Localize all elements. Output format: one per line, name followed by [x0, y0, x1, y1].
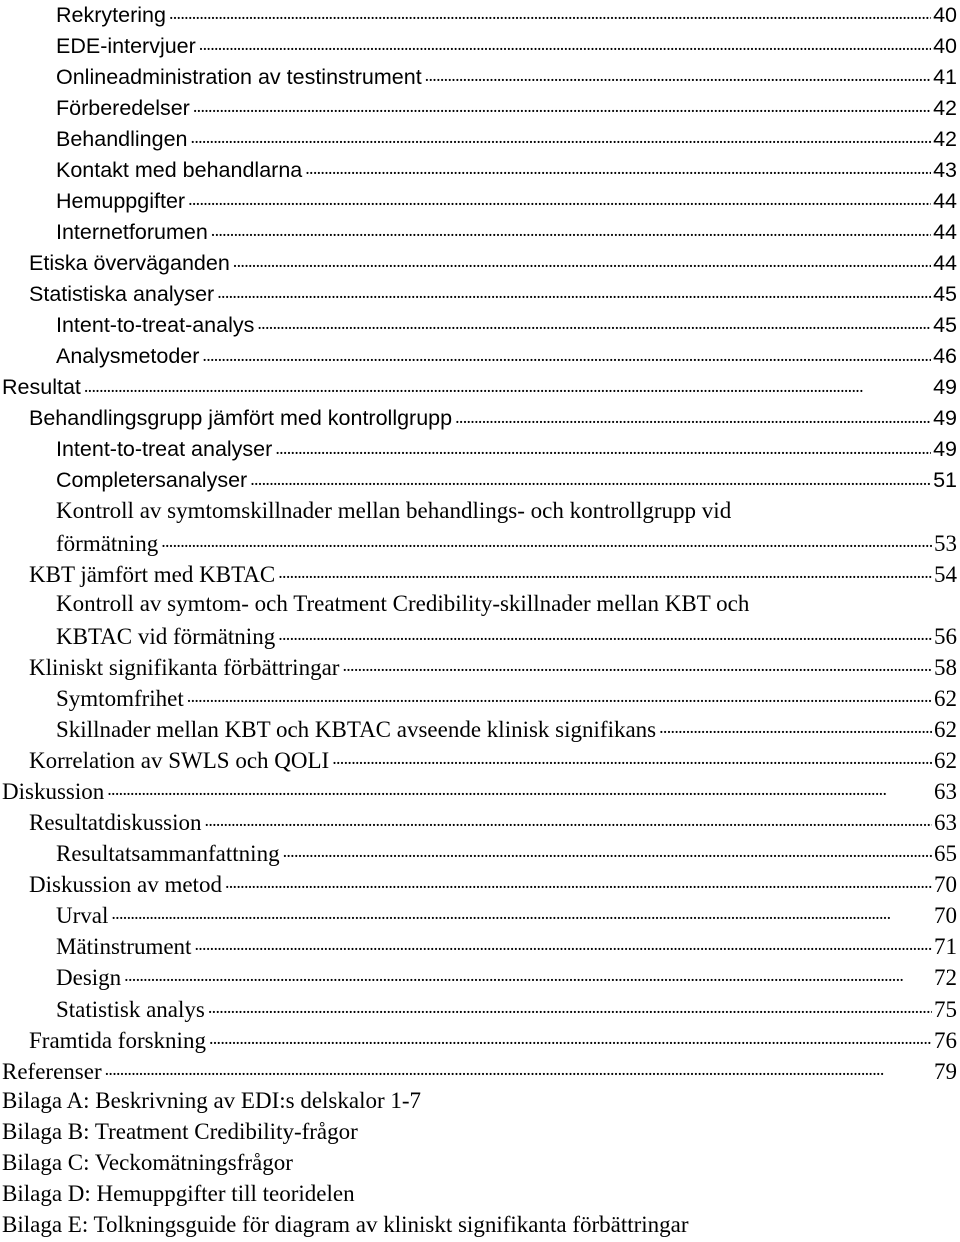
dot-leader — [105, 1056, 932, 1079]
toc-entry-page-number: 45 — [933, 312, 957, 337]
toc-entry[interactable] — [0, 155, 960, 186]
toc-entry-line — [29, 248, 957, 277]
dot-leader — [257, 310, 931, 332]
dot-leader — [233, 248, 931, 270]
dot-leader — [187, 683, 932, 706]
toc-entry-label: Kontakt med behandlarna — [56, 157, 303, 182]
toc-entry[interactable] — [0, 652, 960, 683]
toc-entry-line — [2, 1056, 957, 1085]
dot-leader — [202, 342, 931, 364]
toc-entry-line — [56, 714, 957, 743]
dot-leader — [161, 528, 932, 551]
toc-entry-line — [2, 1118, 358, 1145]
dot-leader — [193, 93, 931, 115]
toc-entry-line — [2, 1087, 421, 1114]
toc-entry-page-number: 44 — [933, 250, 957, 275]
dot-leader — [208, 994, 932, 1017]
toc-entry-label: Intent-to-treat analyser — [56, 437, 273, 462]
toc-entry-page-number: 46 — [933, 344, 957, 369]
toc-entry-label: Intent-to-treat-analys — [56, 312, 255, 337]
toc-entry[interactable] — [0, 714, 960, 745]
toc-entry-label: KBTAC vid förmätning — [56, 623, 276, 649]
toc-entry-page-number: 49 — [933, 375, 957, 400]
toc-entry-page-number: 62 — [934, 717, 957, 743]
toc-entry[interactable] — [0, 745, 960, 776]
toc-entry-page-number: 49 — [933, 406, 957, 431]
toc-entry-page-number: 40 — [933, 2, 957, 27]
toc-entry[interactable] — [0, 900, 960, 931]
toc-entry-line — [29, 745, 957, 774]
toc-entry-line — [56, 186, 957, 215]
toc-entry[interactable] — [0, 31, 960, 62]
toc-entry-label: Symtomfrihet — [56, 686, 184, 712]
dot-leader — [283, 838, 932, 861]
toc-entry-label: Analysmetoder — [56, 344, 200, 369]
dot-leader — [107, 776, 932, 799]
toc-entry-line — [56, 900, 957, 929]
toc-entry-line — [56, 31, 957, 60]
toc-entry-page-number: 51 — [933, 468, 957, 493]
toc-entry-label: Framtida forskning — [29, 1027, 206, 1053]
toc-entry[interactable] — [0, 776, 960, 807]
toc-entry-line — [56, 590, 749, 617]
toc-entry-line — [29, 559, 957, 588]
toc-entry[interactable] — [0, 1056, 960, 1087]
toc-entry-label: Bilaga B: Treatment Credibility-frågor — [2, 1118, 358, 1144]
dot-leader — [169, 0, 931, 22]
toc-entry-label: Statistiska analyser — [29, 281, 215, 306]
toc-entry-line — [2, 1149, 293, 1176]
toc-entry-label: förmätning — [56, 530, 159, 556]
toc-entry[interactable] — [0, 1180, 960, 1211]
toc-entry-label: Mätinstrument — [56, 934, 192, 960]
dot-leader — [211, 217, 931, 239]
toc-entry-page-number: 45 — [933, 281, 957, 306]
toc-entry-line — [29, 807, 957, 836]
toc-entry-page-number: 42 — [933, 95, 957, 120]
dot-leader — [305, 155, 931, 177]
toc-entry[interactable] — [0, 1149, 960, 1180]
toc-entry-line — [56, 217, 957, 246]
toc-entry-page-number: 79 — [934, 1058, 957, 1084]
toc-entry-line — [2, 1180, 355, 1207]
toc-entry-line — [56, 466, 957, 495]
dot-leader — [217, 279, 931, 301]
dot-leader — [205, 807, 932, 830]
dot-leader — [250, 466, 931, 488]
toc-entry-label: Bilaga E: Tolkningsguide för diagram av kliniskt signifikanta förbättringar — [2, 1211, 689, 1237]
toc-entry-label: Statistisk analys — [56, 996, 205, 1022]
toc-entry-page-number: 62 — [934, 748, 957, 774]
toc-entry[interactable] — [0, 994, 960, 1025]
toc-entry[interactable] — [0, 248, 960, 279]
toc-entry[interactable] — [0, 373, 960, 404]
toc-entry-label: Completersanalyser — [56, 468, 248, 493]
toc-entry-page-number: 75 — [934, 996, 957, 1022]
toc-entry-page-number: 71 — [934, 934, 957, 960]
toc-entry[interactable] — [0, 1211, 960, 1242]
toc-entry-page-number: 70 — [934, 903, 957, 929]
toc-entry[interactable] — [0, 466, 960, 497]
toc-entry-page-number: 44 — [933, 219, 957, 244]
dot-leader — [191, 124, 932, 146]
dot-leader — [455, 404, 931, 426]
dot-leader — [342, 652, 932, 675]
toc-entry-line — [56, 62, 957, 91]
toc-entry[interactable] — [0, 497, 960, 528]
toc-entry-line — [56, 310, 957, 339]
dot-leader — [659, 714, 932, 737]
toc-entry-line — [29, 279, 957, 308]
dot-leader — [111, 900, 932, 923]
toc-entry-label: Rekrytering — [56, 2, 166, 27]
toc-entry-line — [29, 1025, 957, 1054]
toc-entry-label: Resultat — [2, 375, 81, 400]
toc-entry[interactable] — [0, 683, 960, 714]
toc-entry[interactable] — [0, 310, 960, 341]
toc-entry[interactable] — [0, 807, 960, 838]
toc-entry-label: Bilaga C: Veckomätningsfrågor — [2, 1149, 293, 1175]
toc-entry-page-number: 62 — [934, 686, 957, 712]
toc-entry-page-number: 72 — [934, 965, 957, 991]
dot-leader — [225, 869, 932, 892]
toc-entry-label: Bilaga D: Hemuppgifter till teoridelen — [2, 1180, 355, 1206]
toc-entry-page-number: 53 — [934, 530, 957, 556]
toc-entry-line — [2, 776, 957, 805]
toc-entry-label: Bilaga A: Beskrivning av EDI:s delskalor 1-7 — [2, 1087, 422, 1113]
toc-entry-label: Diskussion — [2, 779, 105, 805]
toc-entry-line — [2, 1211, 689, 1238]
toc-entry-page-number: 63 — [934, 810, 957, 836]
toc-entry-page-number: 63 — [934, 779, 957, 805]
toc-entry-line — [2, 373, 957, 402]
dot-leader — [278, 559, 932, 582]
toc-entry[interactable] — [0, 62, 960, 93]
toc-entry-line — [29, 869, 957, 898]
toc-entry-page-number: 70 — [934, 872, 957, 898]
toc-entry-line — [56, 994, 957, 1023]
toc-entry-page-number: 42 — [933, 126, 957, 151]
toc-entry-label: Kliniskt signifikanta förbättringar — [29, 654, 340, 680]
toc-entry[interactable] — [0, 186, 960, 217]
toc-entry[interactable] — [0, 931, 960, 962]
toc-entry[interactable] — [0, 838, 960, 869]
dot-leader — [84, 373, 931, 395]
toc-entry-label: Behandlingsgrupp jämfört med kontrollgrupp — [29, 406, 453, 431]
toc-entry[interactable] — [0, 0, 960, 31]
toc-entry-label: Korrelation av SWLS och QOLI — [29, 748, 330, 774]
toc-entry-label: Skillnader mellan KBT och KBTAC avseende klinisk signifikans — [56, 717, 657, 743]
toc-entry-line — [56, 155, 957, 184]
dot-leader — [332, 745, 932, 768]
toc-entry-line — [56, 435, 957, 464]
toc-entry[interactable] — [0, 435, 960, 466]
toc-entry-label: KBT jämfört med KBTAC — [29, 561, 276, 587]
toc-entry-label: Onlineadministration av testinstrument — [56, 64, 422, 89]
toc-entry-page-number: 43 — [933, 157, 957, 182]
toc-entry-page-number: 41 — [933, 64, 957, 89]
toc-entry-line — [56, 0, 957, 29]
toc-entry-page-number: 65 — [934, 841, 957, 867]
dot-leader — [199, 31, 931, 53]
toc-entry[interactable] — [0, 124, 960, 155]
toc-entry[interactable] — [0, 279, 960, 310]
toc-entry-label: Resultatdiskussion — [29, 810, 202, 836]
dot-leader — [124, 962, 932, 985]
dot-leader — [278, 621, 932, 644]
toc-entry-line — [29, 404, 957, 433]
toc-entry-label: Diskussion av metod — [29, 872, 222, 898]
toc-entry-page-number: 56 — [934, 623, 957, 649]
toc-entry[interactable] — [0, 1025, 960, 1056]
toc-entry-label: Resultatsammanfattning — [56, 841, 280, 867]
toc-entry-label: Kontroll av symtomskillnader mellan behandlings- och kontrollgrupp vid — [56, 497, 732, 523]
toc-entry-label: Etiska överväganden — [29, 250, 230, 275]
dot-leader — [188, 186, 931, 208]
toc-entry-line — [56, 528, 957, 557]
toc-entry-label: Referenser — [2, 1058, 102, 1084]
toc-entry-page-number: 44 — [933, 188, 957, 213]
dot-leader — [194, 931, 932, 954]
toc-entry[interactable] — [0, 962, 960, 993]
toc-entry[interactable] — [0, 93, 960, 124]
toc-entry-label: Internetforumen — [56, 219, 208, 244]
toc-entry[interactable] — [0, 621, 960, 652]
toc-entry-page-number: 40 — [933, 33, 957, 58]
toc-entry[interactable] — [0, 1118, 960, 1149]
toc-entry[interactable] — [0, 217, 960, 248]
toc-entry-line — [56, 124, 957, 153]
toc-entry-label: Urval — [56, 903, 109, 929]
dot-leader — [425, 62, 931, 84]
toc-entry-line — [56, 838, 957, 867]
toc-entry-line — [56, 497, 731, 524]
toc-entry-page-number: 58 — [934, 654, 957, 680]
dot-leader — [209, 1025, 932, 1048]
toc-entry-line — [56, 93, 957, 122]
toc-entry-page-number: 49 — [933, 437, 957, 462]
toc-entry-label: EDE-intervjuer — [56, 33, 196, 58]
toc-entry-line — [29, 652, 957, 681]
toc-entry-line — [56, 683, 957, 712]
toc-entry-label: Hemuppgifter — [56, 188, 186, 213]
dot-leader — [275, 435, 931, 457]
toc-entry-label: Design — [56, 965, 122, 991]
toc-entry-page-number: 54 — [934, 561, 957, 587]
toc-entry-label: Behandlingen — [56, 126, 188, 151]
toc-entry-line — [56, 962, 957, 991]
toc-entry-line — [56, 621, 957, 650]
toc-entry[interactable] — [0, 559, 960, 590]
toc-entry[interactable] — [0, 590, 960, 621]
toc-entry[interactable] — [0, 342, 960, 373]
toc-entry-page-number: 76 — [934, 1027, 957, 1053]
toc-entry-line — [56, 931, 957, 960]
toc-entry-label: Kontroll av symtom- och Treatment Credibility-skillnader mellan KBT och — [56, 590, 750, 616]
toc-entry[interactable] — [0, 404, 960, 435]
toc-entry-line — [56, 342, 957, 371]
toc-entry[interactable] — [0, 528, 960, 559]
toc-entry[interactable] — [0, 1087, 960, 1118]
toc-entry[interactable] — [0, 869, 960, 900]
toc-entry-label: Förberedelser — [56, 95, 190, 120]
